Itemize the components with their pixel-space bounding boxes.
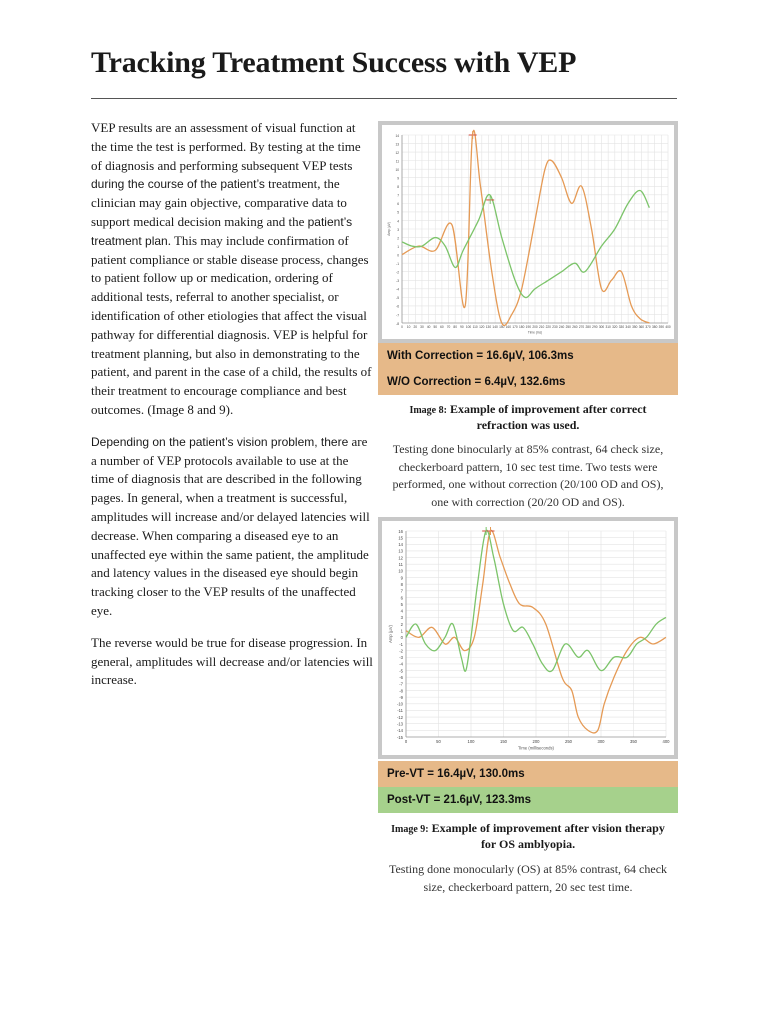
x-tick-label: 210 (538, 325, 545, 330)
y-tick-label: 5 (400, 601, 403, 607)
y-tick-label: -8 (399, 688, 403, 694)
x-tick-label: 50 (436, 739, 441, 745)
paragraph-2-part-a: Depending on the patient’s vision problem, there (91, 434, 349, 449)
paragraph-1-part-c: treatment, the clinician may gain objective, comparative data to support medical decision making and the (91, 176, 347, 229)
x-tick-label: 330 (618, 325, 625, 330)
x-tick-label: 250 (565, 325, 571, 330)
figure-8-chart (378, 121, 678, 343)
x-tick-label: 320 (612, 325, 618, 330)
page-title: Tracking Treatment Success with VEP (91, 46, 577, 79)
y-tick-label: 3 (397, 227, 399, 232)
y-tick-label: 10 (395, 167, 399, 172)
paragraph-2 (91, 433, 374, 621)
y-tick-label: -1 (396, 261, 399, 266)
x-tick-label: 0 (404, 739, 408, 745)
x-tick-label: 60 (440, 325, 444, 330)
y-tick-label: 15 (398, 535, 403, 541)
figure-9-caption-text: Example of improvement after vision therapy for OS amblyopia. (428, 821, 665, 851)
y-tick-label: -4 (399, 661, 403, 667)
x-tick-label: 220 (545, 325, 551, 330)
y-tick-label: -13 (396, 721, 403, 727)
y-tick-label: 1 (400, 628, 403, 634)
x-tick-label: 80 (453, 325, 457, 330)
figure-8-with-correction-band: With Correction = 16.6µV, 106.3ms (378, 343, 678, 369)
y-tick-label: 6 (400, 595, 403, 601)
y-tick-label: 4 (400, 608, 403, 614)
x-tick-label: 380 (652, 325, 658, 330)
figure-9-post-vt-band: Post-VT = 21.6µV, 123.3ms (378, 787, 678, 813)
y-tick-label: 8 (397, 185, 399, 190)
x-tick-label: 130 (485, 325, 492, 330)
figure-8-caption (390, 402, 666, 433)
x-tick-label: 300 (597, 739, 605, 745)
x-tick-label: 200 (532, 739, 540, 745)
figure-9-description: Testing done monocularly (OS) at 85% contrast, 64 check size, checkerboard pattern, 20 sec test time. (388, 862, 668, 894)
paragraph-1-part-a: VEP results are an assessment of visual function at the time the test is performed. By testing at the time of diagnosis and performing subsequent VEP tests (91, 120, 361, 173)
y-tick-label: 8 (400, 581, 403, 587)
y-tick-label: -10 (396, 701, 403, 707)
x-tick-label: 190 (525, 325, 532, 330)
x-tick-label: 10 (406, 325, 411, 330)
figure-9-chart (378, 517, 678, 759)
y-tick-label: -6 (399, 674, 403, 680)
x-tick-label: 140 (492, 325, 498, 330)
y-tick-label: 13 (395, 142, 399, 147)
x-axis-label: Time (milliseconds) (518, 745, 554, 751)
figure-9-caption-label: Image 9: (391, 824, 429, 835)
x-tick-label: 350 (632, 325, 638, 330)
paragraph-1-part-b: during the course of the patient’s (91, 177, 265, 192)
y-tick-label: -5 (399, 668, 403, 674)
paragraph-2-part-b: are a number of VEP protocols available to use at the time of diagnosis that are described in the following pages. In general, when a treatment is successful, amplitudes will increase and/or delayed latencies will decrease. When comparing a diseased eye to an unaffected eye within the same patient, the amplitude and latency values in the diseased eye should begin tracking closer to the VEP results of the unaffected eye. (91, 433, 370, 618)
x-tick-label: 370 (645, 325, 651, 330)
x-tick-label: 400 (662, 739, 670, 745)
y-tick-label: -3 (396, 279, 399, 284)
y-tick-label: 9 (400, 575, 403, 581)
paragraph-1 (91, 119, 374, 420)
x-tick-label: 240 (558, 325, 565, 330)
figure-9-plot (382, 521, 674, 755)
title-divider (91, 98, 677, 99)
y-tick-label: 10 (398, 568, 403, 574)
y-tick-label: -6 (396, 304, 399, 309)
x-tick-label: 260 (572, 325, 578, 330)
x-tick-label: 100 (467, 739, 475, 745)
y-tick-label: -11 (397, 708, 403, 714)
x-tick-label: 160 (505, 325, 512, 330)
paragraph-1-part-d: patient’s treatment plan (91, 214, 353, 248)
x-tick-label: 230 (552, 325, 558, 330)
x-tick-label: 270 (578, 325, 585, 330)
y-tick-label: -14 (396, 728, 403, 734)
y-axis-label: Amp (µV) (387, 222, 391, 236)
y-tick-label: 11 (398, 562, 403, 568)
x-tick-label: 110 (472, 325, 478, 330)
x-tick-label: 300 (598, 325, 605, 330)
figure-8-plot (382, 125, 674, 339)
y-tick-label: -7 (399, 681, 403, 687)
y-tick-label: 14 (398, 542, 403, 548)
y-tick-label: 5 (397, 210, 399, 215)
x-tick-label: 0 (401, 325, 403, 330)
x-tick-label: 390 (658, 325, 665, 330)
series-line-with-correction (402, 130, 649, 325)
body-text-column (91, 119, 374, 703)
y-tick-label: -1 (399, 641, 403, 647)
y-axis-label: Amp (µV) (388, 625, 393, 643)
x-tick-label: 100 (465, 325, 472, 330)
y-tick-label: 11 (395, 159, 399, 164)
figure-8-description: Testing done binocularly at 85% contrast, 64 check size, checkerboard pattern, 10 sec test time. Two tests were performed, one without correction (20/100 OD and OS), one with correction (20/20 OD and OS). (392, 442, 664, 509)
y-tick-label: 0 (397, 253, 399, 258)
x-tick-label: 250 (565, 739, 572, 745)
x-tick-label: 200 (532, 325, 538, 330)
x-tick-label: 40 (426, 325, 431, 330)
y-tick-label: -2 (396, 270, 399, 275)
y-tick-label: 12 (398, 555, 403, 561)
figure-8-caption-text: Example of improvement after correct refraction was used. (446, 402, 647, 432)
y-tick-label: 2 (397, 236, 399, 241)
y-tick-label: 16 (398, 528, 403, 534)
x-tick-label: 290 (592, 325, 598, 330)
y-tick-label: 6 (397, 202, 399, 207)
x-tick-label: 120 (479, 325, 485, 330)
y-tick-label: 14 (395, 133, 399, 138)
x-tick-label: 360 (638, 325, 645, 330)
figure-9-caption (390, 821, 666, 852)
y-tick-label: 7 (400, 588, 403, 594)
x-tick-label: 350 (630, 739, 637, 745)
x-tick-label: 50 (433, 325, 438, 330)
x-tick-label: 70 (446, 325, 451, 330)
figure-8-without-correction-band: W/O Correction = 6.4µV, 132.6ms (378, 369, 678, 395)
x-tick-label: 310 (605, 325, 611, 330)
x-tick-label: 180 (519, 325, 525, 330)
x-tick-label: 170 (512, 325, 518, 330)
paragraph-1-part-e: . This may include confirmation of patient compliance or stable disease process, changes to patient follow up or medication, ordering of additional tests, referral to another specialist, or identification of other etiologies that affect the visual pathway for differential diagnosis. VEP is helpful for treatment planning, but also in demonstrating to the patient, and parent in the case of a child, the results of their treatment to encourage compliance and best outcomes. (Image 8 and 9). (91, 232, 372, 417)
y-tick-label: -7 (396, 313, 399, 318)
x-tick-label: 400 (665, 325, 671, 330)
y-tick-label: -12 (396, 714, 403, 720)
x-tick-label: 340 (625, 325, 631, 330)
y-tick-label: 2 (400, 621, 403, 627)
y-tick-label: 7 (397, 193, 399, 198)
y-tick-label: -3 (399, 655, 403, 661)
y-tick-label: -9 (399, 694, 403, 700)
y-tick-label: 13 (398, 548, 403, 554)
y-tick-label: -8 (396, 321, 399, 326)
y-tick-label: 1 (397, 244, 399, 249)
y-tick-label: 12 (395, 150, 399, 155)
y-tick-label: -4 (396, 287, 399, 292)
figure-9-pre-vt-band: Pre-VT = 16.4µV, 130.0ms (378, 761, 678, 787)
x-axis-label: Time (ms) (527, 330, 543, 335)
figure-8-caption-label: Image 8: (409, 405, 447, 416)
x-tick-label: 150 (499, 325, 505, 330)
x-tick-label: 150 (500, 739, 507, 745)
y-tick-label: -2 (399, 648, 403, 654)
paragraph-3: The reverse would be true for disease progression. In general, amplitudes will decrease and/or latencies will increase. (91, 634, 373, 688)
y-tick-label: -15 (396, 734, 403, 740)
x-tick-label: 20 (413, 325, 418, 330)
y-tick-label: 9 (397, 176, 399, 181)
y-tick-label: 3 (400, 615, 403, 621)
y-tick-label: 0 (400, 635, 403, 641)
y-tick-label: 4 (397, 219, 399, 224)
x-tick-label: 30 (420, 325, 424, 330)
x-tick-label: 280 (585, 325, 591, 330)
y-tick-label: -5 (396, 296, 399, 301)
x-tick-label: 90 (460, 325, 464, 330)
